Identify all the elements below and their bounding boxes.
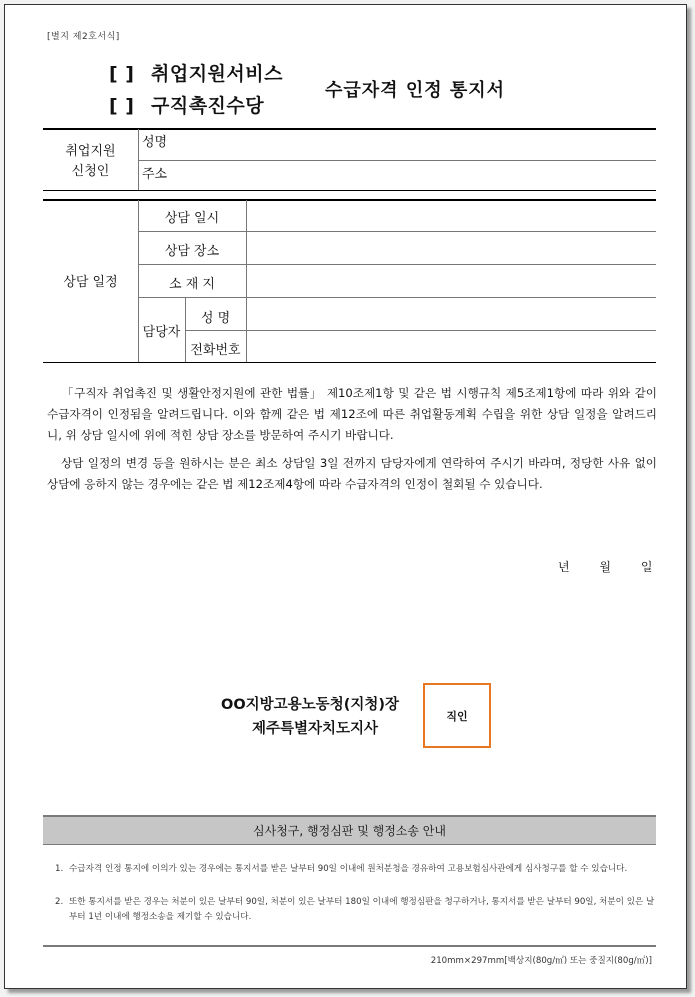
consultation-datetime-label: 상담 일시 — [164, 211, 220, 226]
row-divider — [185, 330, 656, 331]
date-line: 년 월 일 — [558, 560, 653, 574]
issuer-line-1: OO지방고용노동청(지청)장 — [221, 697, 399, 713]
row-divider — [138, 160, 656, 161]
consultation-place-value[interactable] — [250, 235, 650, 261]
table-top-rule — [43, 128, 656, 130]
name-label: 성명 — [142, 135, 168, 150]
applicant-header-line1: 취업지원 — [65, 144, 116, 159]
row-divider — [138, 297, 656, 298]
body-paragraph: 「구직자 취업촉진 및 생활안정지원에 관한 법률」 제10조제1항 및 같은 법 시행규칙 제5조제1항에 따라 위와 같이 수급자격이 인정됨을 알려드립니다. 이와 함께 같은 법 제12조에 따른 취업활동계획 수립을 위한 상담 일정을 알려드리니, 위 상담 일시에 위에 적힌 상담 장소를 방문하여 주시기 바랍니다. — [47, 386, 657, 442]
checkbox-bracket: [ ] — [109, 63, 135, 85]
paper-spec: 210mm×297mm[백상지(80g/㎡) 또는 중질지(80g/㎡)] — [430, 956, 652, 966]
row-divider — [138, 264, 656, 265]
table-top-rule — [43, 199, 656, 201]
staff-phone-value[interactable] — [250, 334, 650, 360]
staff-name-label: 성 명 — [200, 311, 231, 326]
notice-form — [4, 4, 687, 989]
staff-phone-label: 전화번호 — [190, 343, 241, 358]
applicant-header-line2: 신청인 — [71, 164, 110, 179]
option-employment-service — [109, 59, 283, 86]
option-label: 구직촉진수당 — [151, 95, 265, 117]
address-value[interactable] — [190, 163, 650, 187]
option-label: 취업지원서비스 — [151, 63, 283, 85]
column-divider — [138, 129, 139, 190]
document-title: 수급자격 인정 통지서 — [325, 80, 506, 101]
checkbox-bracket: [ ] — [109, 95, 135, 117]
issuer-line-2: 제주특별자치도지사 — [252, 721, 379, 737]
consultation-datetime-value[interactable] — [250, 203, 650, 229]
column-divider — [246, 200, 247, 362]
bottom-rule — [43, 945, 656, 947]
name-value[interactable] — [190, 131, 650, 157]
staff-label: 담당자 — [142, 325, 181, 340]
staff-name-value[interactable] — [250, 301, 650, 327]
table-bottom-rule — [43, 362, 656, 363]
guide-item: 1. 수급자격 인정 통지에 이의가 있는 경우에는 통지서를 받은 날부터 90일 이내에 원처분청을 경유하여 고용보험심사관에게 심사청구를 할 수 있습니다. — [55, 864, 628, 874]
guide-item: 2. 또한 통지서를 받은 경우는 처분이 있은 날부터 90일, 처분이 있은 날부터 180일 이내에 행정심판을 청구하거나, 통지서를 받은 날부터 90일, 처분이 있은 날부터 1년 이내에 행정소송을 제기할 수 있습니다. — [55, 897, 655, 922]
row-divider — [138, 231, 656, 232]
consultation-location-label: 소 재 지 — [169, 277, 215, 292]
guide-title: 심사청구, 행정심판 및 행정소송 안내 — [43, 815, 656, 845]
consultation-header: 상담 일정 — [63, 275, 118, 290]
form-number: [별지 제2호서식] — [47, 32, 120, 42]
table-bottom-rule — [43, 190, 656, 191]
address-label: 주소 — [142, 167, 168, 182]
body-paragraph: 상담 일정의 변경 등을 원하시는 분은 최소 상담일 3일 전까지 담당자에게 연락하여 주시기 바라며, 정당한 사유 없이 상담에 응하지 않는 경우에는 같은 법 제12조제4항에 따라 수급자격의 인정이 철회될 수 있습니다. — [47, 456, 657, 491]
consultation-place-label: 상담 장소 — [164, 244, 220, 259]
official-seal: 직인 — [423, 683, 491, 748]
option-job-seeking-allowance — [109, 91, 264, 118]
consultation-location-value[interactable] — [250, 268, 650, 294]
